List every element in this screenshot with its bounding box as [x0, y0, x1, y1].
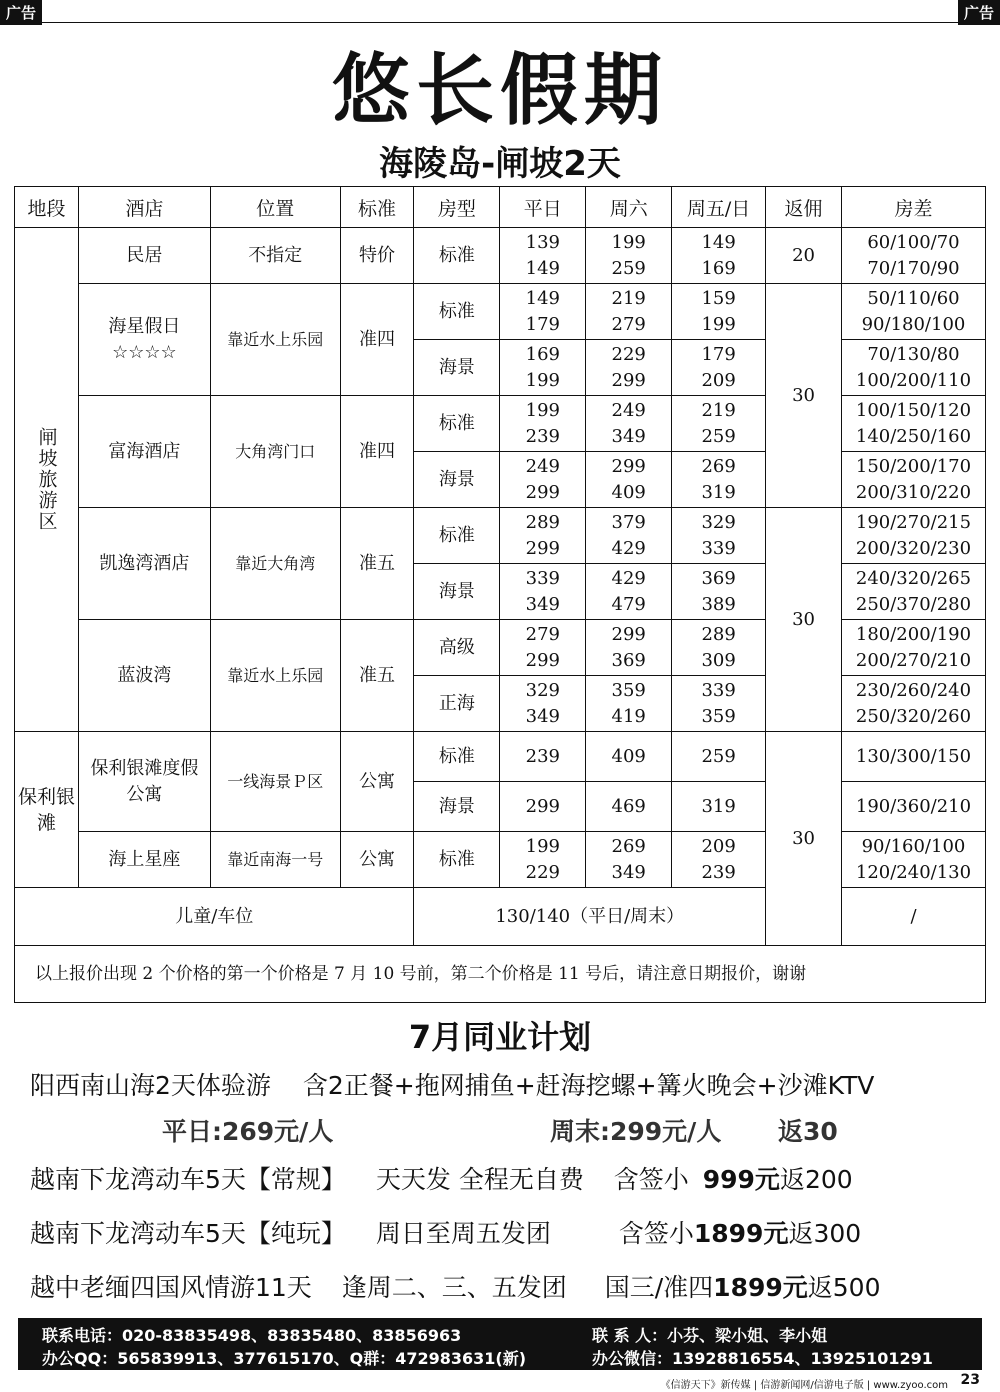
plan-3-price: 1899元	[693, 1219, 789, 1248]
plan-2-visa: 含签小	[613, 1165, 689, 1194]
hotel-name: 凯逸湾酒店	[78, 508, 210, 620]
price-fri-sun: 179 209	[672, 340, 766, 396]
publisher-credit: 《信游天下》新传媒 | 信游新闻网/信游电子版 | www.zyoo.com	[660, 1380, 948, 1391]
price-weekday: 249 299	[500, 452, 586, 508]
price-weekday: 279 299	[500, 620, 586, 676]
plan-4-visa: 国三/准四	[604, 1273, 714, 1302]
plan-1-weekday-price: 平日:269元/人	[162, 1117, 334, 1146]
price-saturday: 199 259	[586, 228, 672, 284]
header-zone: 地段	[15, 187, 79, 228]
room-diff: 190/270/215 200/320/230	[841, 508, 985, 564]
room-type: 海景	[414, 564, 500, 620]
room-type: 标准	[414, 832, 500, 888]
header-location: 位置	[210, 187, 340, 228]
header-room-diff: 房差	[841, 187, 985, 228]
price-fri-sun: 149 169	[672, 228, 766, 284]
contact-phone: 联系电话：020-83835498、83835480、83856963	[42, 1326, 462, 1345]
price-fri-sun: 339 359	[672, 676, 766, 732]
price-saturday: 249 349	[586, 396, 672, 452]
hotel-standard: 特价	[340, 228, 414, 284]
room-type: 海景	[414, 452, 500, 508]
child-diff: /	[841, 888, 985, 946]
price-weekday: 149 179	[500, 284, 586, 340]
hotel-name: 富海酒店	[78, 396, 210, 508]
rebate: 30	[766, 284, 842, 508]
price-weekday: 329 349	[500, 676, 586, 732]
price-saturday: 229 299	[586, 340, 672, 396]
ad-tag-right: 广告	[958, 0, 1000, 25]
room-type: 海景	[414, 782, 500, 832]
plan-2-rebate: 返200	[779, 1165, 853, 1194]
hotel-location: 靠近南海一号	[210, 832, 340, 888]
table-header-row	[15, 187, 986, 228]
plan-2-name: 越南下龙湾动车5天【常规】	[30, 1165, 346, 1194]
hotel-name: 民居	[78, 228, 210, 284]
header-room: 房型	[414, 187, 500, 228]
price-saturday: 269 349	[586, 832, 672, 888]
room-type: 正海	[414, 676, 500, 732]
price-weekday: 289 299	[500, 508, 586, 564]
room-diff: 90/160/100 120/240/130	[841, 832, 985, 888]
hotel-location: 靠近水上乐园	[210, 284, 340, 396]
hotel-location: 靠近大角湾	[210, 508, 340, 620]
plans-title: 7月同业计划	[408, 1018, 592, 1056]
table-row	[15, 508, 986, 564]
price-weekday: 199 229	[500, 832, 586, 888]
price-saturday: 429 479	[586, 564, 672, 620]
hotel-standard: 公寓	[340, 832, 414, 888]
plan-4-rebate: 返500	[807, 1273, 881, 1302]
hotel-location: 一线海景Ｐ区	[210, 732, 340, 832]
contact-wechat: 办公微信：13928816554、13925101291	[592, 1349, 933, 1368]
header-weekday: 平日	[500, 187, 586, 228]
room-diff: 60/100/70 70/170/90	[841, 228, 985, 284]
zone-baoli: 保利银滩	[15, 732, 79, 888]
child-label: 儿童/车位	[15, 888, 414, 946]
price-weekday: 299	[500, 782, 586, 832]
room-type: 海景	[414, 340, 500, 396]
price-saturday: 299 369	[586, 620, 672, 676]
zone-zhapo: 闸坡旅游区	[15, 228, 79, 732]
price-fri-sun: 159 199	[672, 284, 766, 340]
table-note-row	[15, 946, 986, 1003]
price-fri-sun: 319	[672, 782, 766, 832]
plan-1-weekend-price: 周末:299元/人	[550, 1117, 722, 1146]
hotel-standard: 准四	[340, 396, 414, 508]
table-row	[15, 732, 986, 782]
top-divider	[0, 22, 1000, 23]
plan-3-visa: 含签小	[618, 1219, 694, 1248]
rebate: 30	[766, 508, 842, 732]
hotel-standard: 准五	[340, 620, 414, 732]
hotel-location: 大角湾门口	[210, 396, 340, 508]
room-type: 标准	[414, 396, 500, 452]
plan-4-name: 越中老缅四国风情游11天	[30, 1273, 312, 1302]
contact-person: 联 系 人：小芬、梁小姐、李小姐	[592, 1326, 828, 1345]
plan-1-line	[30, 1066, 874, 1102]
hotel-name: 保利银滩度假 公寓	[78, 732, 210, 832]
rate-table	[14, 186, 986, 1003]
contact-qq: 办公QQ：565839913、377615170、Q群：472983631(新)	[42, 1349, 527, 1368]
plan-1-name: 阳西南山海2天体验游	[30, 1071, 271, 1100]
price-fri-sun: 269 319	[672, 452, 766, 508]
room-type: 标准	[414, 228, 500, 284]
hotel-standard: 准四	[340, 284, 414, 396]
room-type: 标准	[414, 732, 500, 782]
plan-1-rebate: 返30	[778, 1117, 838, 1146]
price-saturday: 359 419	[586, 676, 672, 732]
room-diff: 150/200/170 200/310/220	[841, 452, 985, 508]
plan-3-rebate: 返300	[788, 1219, 862, 1248]
page-subtitle: 海陵岛-闸坡2天	[379, 144, 621, 184]
room-type: 标准	[414, 508, 500, 564]
room-diff: 130/300/150	[841, 732, 985, 782]
hotel-name: 蓝波湾	[78, 620, 210, 732]
hotel-name: 海星假日 ☆☆☆☆	[78, 284, 210, 396]
plan-2-line	[30, 1160, 853, 1196]
hotel-standard: 公寓	[340, 732, 414, 832]
ad-tag-left: 广告	[0, 0, 42, 25]
room-diff: 240/320/265 250/370/280	[841, 564, 985, 620]
hotel-standard: 准五	[340, 508, 414, 620]
header-rebate: 返佣	[766, 187, 842, 228]
price-fri-sun: 289 309	[672, 620, 766, 676]
price-saturday: 379 429	[586, 508, 672, 564]
price-weekday: 339 349	[500, 564, 586, 620]
price-weekday: 239	[500, 732, 586, 782]
hotel-location: 不指定	[210, 228, 340, 284]
room-diff: 100/150/120 140/250/160	[841, 396, 985, 452]
rebate: 30	[766, 732, 842, 946]
plan-3-desc: 周日至周五发团	[375, 1219, 551, 1248]
plan-4-desc: 逢周二、三、五发团	[341, 1273, 567, 1302]
plan-4-line	[30, 1268, 880, 1304]
price-fri-sun: 209 239	[672, 832, 766, 888]
plan-2-price: 999元	[702, 1165, 780, 1194]
price-weekday: 139 149	[500, 228, 586, 284]
contact-footer	[18, 1318, 982, 1370]
price-saturday: 219 279	[586, 284, 672, 340]
room-diff: 50/110/60 90/180/100	[841, 284, 985, 340]
room-diff: 180/200/190 200/270/210	[841, 620, 985, 676]
page-title: 悠长假期	[331, 46, 668, 136]
plan-2-desc: 天天发 全程无自费	[375, 1165, 584, 1194]
room-diff: 190/360/210	[841, 782, 985, 832]
table-row	[15, 284, 986, 340]
hotel-name: 海上星座	[78, 832, 210, 888]
price-saturday: 299 409	[586, 452, 672, 508]
table-row	[15, 228, 986, 284]
rebate: 20	[766, 228, 842, 284]
plan-3-name: 越南下龙湾动车5天【纯玩】	[30, 1219, 346, 1248]
price-note: 以上报价出现 2 个价格的第一个价格是 7 月 10 号前，第二个价格是 11 号后，请注意日期报价，谢谢	[15, 946, 986, 1003]
price-saturday: 409	[586, 732, 672, 782]
room-diff: 70/130/80 100/200/110	[841, 340, 985, 396]
header-hotel: 酒店	[78, 187, 210, 228]
price-fri-sun: 219 259	[672, 396, 766, 452]
price-fri-sun: 259	[672, 732, 766, 782]
header-saturday: 周六	[586, 187, 672, 228]
hotel-location: 靠近水上乐园	[210, 620, 340, 732]
price-saturday: 469	[586, 782, 672, 832]
price-fri-sun: 369 389	[672, 564, 766, 620]
plan-1-desc: 含2正餐+拖网捕鱼+赶海挖螺+篝火晚会+沙滩KTV	[302, 1071, 875, 1100]
price-weekday: 169 199	[500, 340, 586, 396]
plan-3-line	[30, 1214, 861, 1250]
price-weekday: 199 239	[500, 396, 586, 452]
child-price: 130/140（平日/周末）	[414, 888, 766, 946]
room-type: 标准	[414, 284, 500, 340]
price-fri-sun: 329 339	[672, 508, 766, 564]
header-fri-sun: 周五/日	[672, 187, 766, 228]
page-number: 23	[960, 1372, 980, 1388]
room-diff: 230/260/240 250/320/260	[841, 676, 985, 732]
plan-4-price: 1899元	[713, 1273, 808, 1302]
header-standard: 标准	[340, 187, 414, 228]
room-type: 高级	[414, 620, 500, 676]
